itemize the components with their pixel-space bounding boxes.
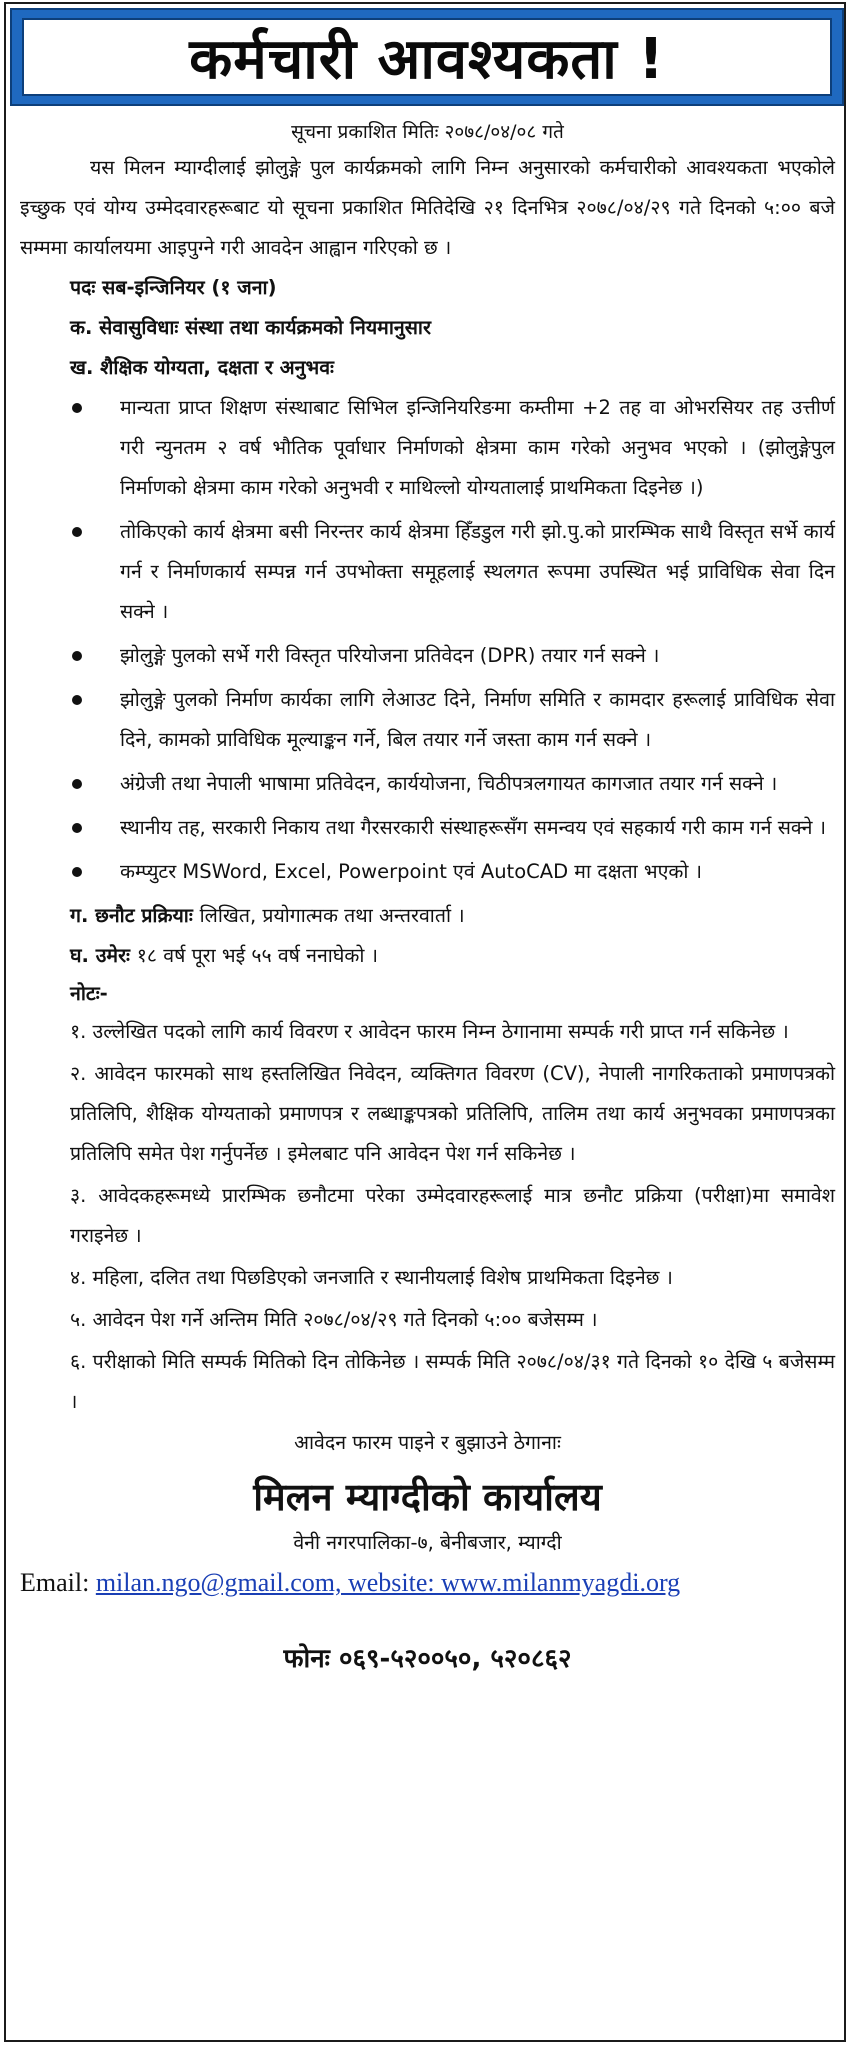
note-item: १. उल्लेखित पदको लागि कार्य विवरण र आवेदन फारम निम्न ठेगानामा सम्पर्क गरी प्राप्त गर्न सकिनेछ । [70, 1020, 789, 1043]
list-item [20, 680, 835, 760]
requirement-text: झोलुङ्गे पुलको सर्भे गरी विस्तृत परियोजना प्रतिवेदन (DPR) तयार गर्न सक्ने । [120, 644, 660, 667]
office-name: मिलन म्याग्दीको कार्यालय [253, 1475, 602, 1519]
notes-heading: नोटः- [70, 982, 108, 1005]
bullet-icon [72, 527, 82, 537]
office-address: वेनी नगरपालिका-७, बेनीबजार, म्याग्दी [293, 1531, 562, 1554]
selection-line [20, 896, 835, 936]
note-item: ४. महिला, दलित तथा पिछडिएको जनजाति र स्थानीयलाई विशेष प्राथमिकता दिइनेछ । [70, 1266, 673, 1289]
requirement-text: कम्प्युटर MSWord, Excel, Powerpoint एवं AutoCAD मा दक्षता भएको । [120, 860, 703, 883]
published-date: सूचना प्रकाशित मितिः २०७८/०४/०८ गते [291, 121, 564, 143]
list-item [20, 388, 835, 508]
bullet-icon [72, 403, 82, 413]
phone-number: फोनः ०६९-५२००५०, ५२०८६२ [283, 1644, 572, 1674]
email-website-link[interactable]: milan.ngo@gmail.com, website: www.milanmyagdi.org [95, 1568, 681, 1597]
contact-line [20, 1560, 835, 1606]
bullet-icon [72, 867, 82, 877]
qualification-heading: ख. शैक्षिक योग्यता, दक्षता र अनुभवः [70, 356, 334, 379]
age-line [20, 936, 835, 976]
bullet-icon [72, 823, 82, 833]
bullet-icon [72, 651, 82, 661]
list-item [20, 852, 835, 892]
email-label: Email: [20, 1568, 90, 1597]
bullet-icon [72, 695, 82, 705]
form-address-label: आवेदन फारम पाइने र बुझाउने ठेगानाः [294, 1431, 561, 1454]
notes-list [20, 1012, 835, 1422]
list-item [20, 512, 835, 632]
title-banner-inner [22, 18, 832, 96]
age-label: घ. उमेरः [70, 944, 130, 967]
requirements-list [20, 388, 835, 892]
note-item: ३. आवेदकहरूमध्ये प्रारम्भिक छनौटमा परेका उम्मेदवारहरूलाई मात्र छनौट प्रक्रिया (परीक्षा)मा समावेश गराइनेछ । [70, 1184, 835, 1247]
facilities-label: क. सेवासुविधाः [70, 316, 179, 339]
requirement-text: तोकिएको कार्य क्षेत्रमा बसी निरन्तर कार्य क्षेत्रमा हिँडडुल गरी झो.पु.को प्रारम्भिक साथै विस्तृत सर्भे कार्य गर्न र निर्माणकार्य सम्पन्न गर्न उपभोक्ता समूहलाई स्थलगत रूपमा उपस्थित भई प्राविधिक सेवा दिन सक्ने । [120, 520, 835, 623]
bullet-icon [72, 779, 82, 789]
note-item: ६. परीक्षाको मिति सम्पर्क मितिको दिन तोकिनेछ । सम्पर्क मिति २०७८/०४/३१ गते दिनको १० देखि ५ बजेसम्म । [70, 1350, 835, 1413]
notice-body [20, 118, 835, 1682]
selection-value: लिखित, प्रयोगात्मक तथा अन्तरवार्ता । [199, 904, 465, 927]
facilities-value: संस्था तथा कार्यक्रमको नियमानुसार [185, 316, 431, 339]
list-item [20, 764, 835, 804]
selection-label: ग. छनौट प्रक्रियाः [70, 904, 193, 927]
note-item: २. आवेदन फारमको साथ हस्तलिखित निवेदन, व्यक्तिगत विवरण (CV), नेपाली नागरिकताको प्रमाणपत्रको प्रतिलिपि, शैक्षिक योग्यताको प्रमाणपत्र र लब्धाङ्कपत्रको प्रतिलिपि, तालिम तथा कार्य अनुभवका प्रमाणपत्रका प्रतिलिपि समेत पेश गर्नुपर्नेछ । इमेलबाट पनि आवेदन पेश गर्न सकिनेछ । [70, 1062, 835, 1165]
requirement-text: मान्यता प्राप्त शिक्षण संस्थाबाट सिभिल इन्जिनियरिङमा कम्तीमा +2 तह वा ओभरसियर तह उत्तीर्ण गरी न्युनतम २ वर्ष भौतिक पूर्वाधार निर्माणको क्षेत्रमा काम गरेको अनुभव भएको । (झोलुङ्गेपुल निर्माणको क्षेत्रमा काम गरेको अनुभवी र माथिल्लो योग्यतालाई प्राथमिकता दिइनेछ ।) [120, 396, 835, 499]
age-value: १८ वर्ष पूरा भई ५५ वर्ष ननाघेको । [136, 944, 378, 967]
note-item: ५. आवेदन पेश गर्ने अन्तिम मिति २०७८/०४/२९ गते दिनको ५:०० बजेसम्म । [70, 1308, 598, 1331]
requirement-text: स्थानीय तह, सरकारी निकाय तथा गैरसरकारी संस्थाहरूसँग समन्वय एवं सहकार्य गरी काम गर्न सक्ने । [120, 816, 826, 839]
position-title: पदः सब-इन्जिनियर (१ जना) [70, 276, 277, 299]
facilities-line [20, 308, 835, 348]
requirement-text: अंग्रेजी तथा नेपाली भाषामा प्रतिवेदन, कार्ययोजना, चिठीपत्रलगायत कागजात तयार गर्न सक्ने । [120, 772, 778, 795]
notice-title: कर्मचारी आवश्यकता ! [189, 27, 665, 92]
intro-paragraph: यस मिलन म्याग्दीलाई झोलुङ्गे पुल कार्यक्रमको लागि निम्न अनुसारको कर्मचारीको आवश्यकता भएकोले इच्छुक एवं योग्य उम्मेदवारहरूबाट यो सूचना प्रकाशित मितिदेखि २१ दिनभित्र २०७८/०४/२९ गते दिनको ५:०० बजे सम्ममा कार्यालयमा आइपुग्ने गरी आवदेन आह्वान गरिएको छ । [20, 156, 835, 259]
requirement-text: झोलुङ्गे पुलको निर्माण कार्यका लागि लेआउट दिने, निर्माण समिति र कामदार हरूलाई प्राविधिक सेवा दिने, कामको प्राविधिक मूल्याङ्कन गर्ने, बिल तयार गर्ने जस्ता काम गर्न सक्ने । [120, 688, 835, 751]
title-banner [10, 8, 844, 106]
list-item [20, 808, 835, 848]
list-item [20, 636, 835, 676]
